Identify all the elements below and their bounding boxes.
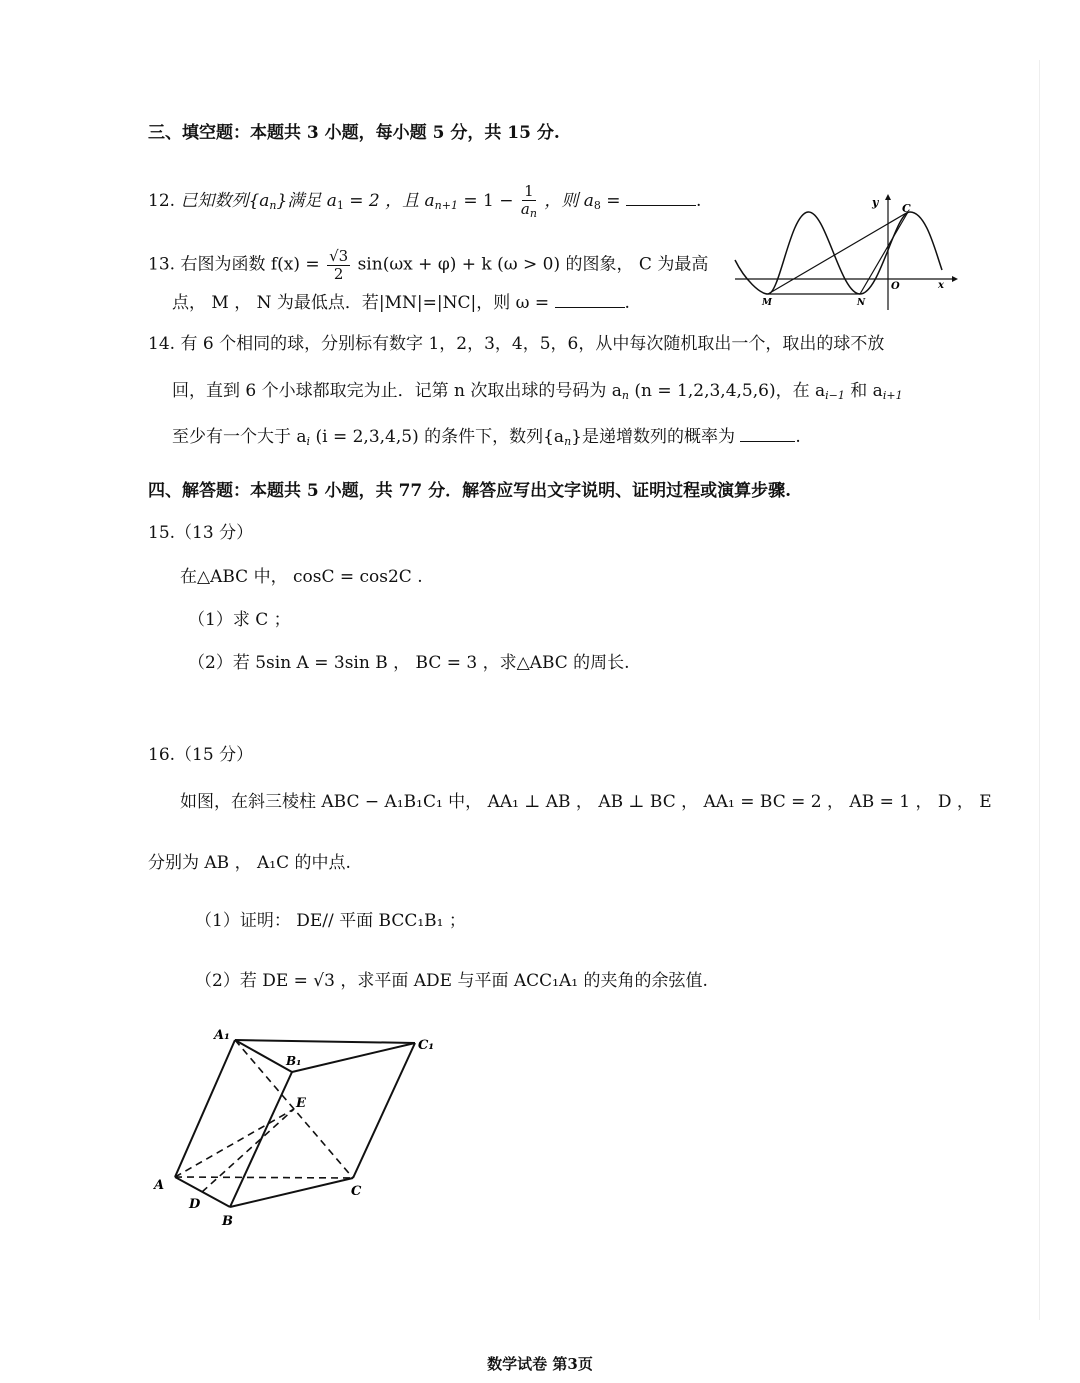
q12-mid1: }满足 a [276, 190, 337, 211]
edge-a1c1 [235, 1040, 415, 1043]
edge-ac-hidden [175, 1177, 353, 1178]
q14-l2: 回，直到 6 个小球都取完为止．记第 n 次取出球的号码为 a [172, 381, 622, 401]
segment-nc [860, 212, 908, 294]
label-e: E [296, 1096, 306, 1111]
edge-bc [230, 1178, 353, 1207]
section-3-title: 三、填空题：本题共 3 小题，每小题 5 分，共 15 分. [148, 123, 560, 143]
q12-fraction [521, 183, 537, 220]
q14-l3-pre: 至少有一个大于 a [172, 427, 307, 447]
segment-ae-hidden [175, 1109, 294, 1177]
q12-mid4: ，则 a [544, 190, 594, 211]
q12-number: 12. [148, 190, 176, 211]
q12-frac-den-sub: n [529, 206, 537, 220]
q12-end: . [695, 190, 702, 211]
q13-l1-pre: 右图为函数 f(x) = [180, 254, 326, 275]
label-m: M [762, 298, 772, 308]
q13-l1-post: sin(ωx + φ) + k (ω > 0) 的图象， C 为最高 [357, 254, 709, 275]
section-4-title: 四、解答题：本题共 5 小题，共 77 分．解答应写出文字说明、证明过程或演算步骤. [148, 481, 792, 501]
q16-statement-line-2: 分别为 AB ， A₁C 的中点. [148, 853, 351, 873]
label-b: B [222, 1214, 233, 1229]
q13-fraction [327, 248, 350, 282]
question-14-line-3 [172, 426, 801, 450]
q14-l2-sub2: i−1 [825, 389, 845, 402]
q12-sub-1: 1 [336, 198, 344, 212]
q15-part-1: （1）求 C ； [188, 610, 291, 630]
q16-prism-figure [150, 1025, 450, 1235]
q12-frac-num: 1 [524, 182, 534, 200]
q13-sine-graph [730, 190, 960, 315]
label-c1: C₁ [418, 1038, 435, 1053]
edge-aa1 [175, 1040, 235, 1177]
label-c: C [351, 1184, 362, 1199]
q13-l2: 点， M ， N 为最低点．若|MN|=|NC|，则 ω = [172, 293, 550, 313]
label-a: A [154, 1178, 165, 1193]
q16-part-2: （2）若 DE = √3 ，求平面 ADE 与平面 ACC₁A₁ 的夹角的余弦值. [195, 971, 708, 991]
q13-frac-den: 2 [333, 264, 344, 283]
q12-mid2: = 2 ，且 a [343, 190, 435, 211]
q13-end: . [624, 293, 630, 313]
q12-frac-den: a [520, 199, 530, 218]
label-d: D [189, 1197, 201, 1212]
label-b1: B₁ [286, 1054, 302, 1068]
label-a1: A₁ [214, 1028, 230, 1043]
y-axis-arrow [885, 194, 891, 200]
edge-b1c1 [292, 1043, 415, 1072]
q15-header: 15.（13 分） [148, 523, 254, 543]
segment-de-hidden [202, 1109, 294, 1192]
question-13-line-1 [148, 248, 708, 282]
q13-answer-blank[interactable] [555, 307, 625, 308]
q12-sub-8: 8 [593, 198, 601, 212]
question-14-line-2 [172, 380, 903, 404]
q16-part-1: （1）证明： DE// 平面 BCC₁B₁ ； [195, 911, 466, 931]
q12-mid3: = 1 − [457, 190, 519, 211]
label-o: O [891, 281, 900, 292]
q13-frac-num: √3 [329, 247, 349, 265]
q12-answer-blank[interactable] [626, 205, 696, 206]
q16-header: 16.（15 分） [148, 745, 254, 765]
label-y: y [872, 196, 879, 209]
page-footer: 数学试卷 第3页 [487, 1355, 593, 1373]
question-13-line-2 [172, 292, 630, 316]
q14-l3-sub2: n [564, 435, 572, 448]
question-14-line-1: 14. 有 6 个相同的球，分别标有数字 1，2，3，4，5，6，从中每次随机取出一个，取出的球不放 [148, 334, 885, 354]
q14-l2-mid: 和 a [844, 381, 883, 401]
q14-l2-sub3: i+1 [882, 389, 903, 402]
q16-statement-line-1: 如图，在斜三棱柱 ABC − A₁B₁C₁ 中， AA₁ ⊥ AB ， AB ⊥ BC ， AA₁ = BC = 2 ， AB = 1 ， D ， E [180, 792, 992, 812]
q14-end: . [795, 427, 801, 447]
q13-number: 13. [148, 254, 176, 275]
q14-l2-post: (n = 1,2,3,4,5,6)，在 a [629, 381, 826, 401]
q14-l2-sub: n [621, 389, 630, 402]
q14-l3-end: }是递增数列的概率为 [571, 427, 735, 447]
q14-l3-post: (i = 2,3,4,5) 的条件下，数列{a [310, 427, 565, 447]
label-x: x [938, 280, 944, 291]
edge-a1b1 [235, 1040, 292, 1072]
q15-statement: 在△ABC 中， cosC = cos2C . [180, 567, 423, 587]
page-edge-divider [1039, 60, 1040, 1320]
label-c: C [902, 202, 911, 215]
edge-cc1 [353, 1043, 415, 1178]
q12-pre: 已知数列{a [180, 190, 270, 211]
label-n: N [857, 298, 866, 308]
q12-sub-n: n [269, 198, 277, 212]
x-axis-arrow [952, 276, 958, 282]
q12-sub-n1: n+1 [434, 198, 458, 212]
q14-answer-blank[interactable] [740, 441, 795, 442]
q12-mid5: = [600, 190, 621, 211]
q15-part-2: （2）若 5sin A = 3sin B ， BC = 3 ，求△ABC 的周长. [188, 653, 630, 673]
q14-l3-sub: i [306, 435, 311, 448]
question-12 [148, 183, 701, 220]
